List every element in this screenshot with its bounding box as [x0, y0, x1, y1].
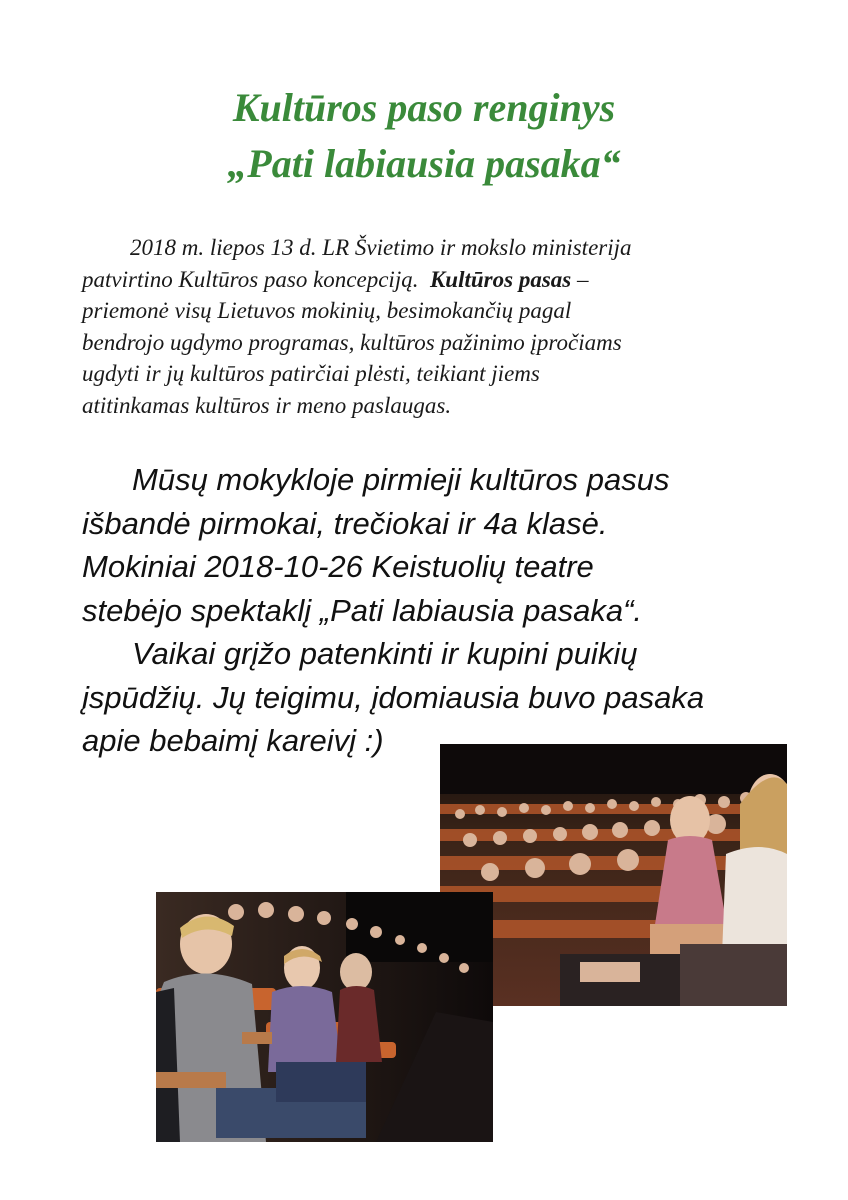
theater-audience-photo-2 [156, 892, 493, 1142]
page-title [0, 80, 848, 192]
intro-line-2-text: patvirtino Kultūros paso koncepciją. [82, 266, 419, 292]
intro-line-4: bendrojo ugdymo programas, kultūros pažinimo įpročiams [82, 329, 622, 355]
story-line-1: Mūsų mokykloje pirmieji kultūros pasus [132, 462, 670, 497]
intro-line-2-dash: – [571, 266, 589, 292]
story-paragraph [82, 458, 802, 763]
intro-line-2 [82, 264, 782, 296]
story-line-5: Vaikai grįžo patenkinti ir kupini puikių [132, 636, 638, 671]
title-line-1: Kultūros paso renginys [232, 85, 616, 130]
title-line-2: „Pati labiausia pasaka“ [227, 141, 621, 186]
intro-line-1: 2018 m. liepos 13 d. LR Švietimo ir mokslo ministerija [130, 235, 632, 260]
story-line-6: įspūdžių. Jų teigimu, įdomiausia buvo pasaka [82, 679, 705, 715]
story-line-7: apie bebaimį kareivį :) [82, 723, 384, 758]
intro-line-5: ugdyti ir jų kultūros patirčiai plėsti, teikiant jiems [82, 361, 540, 386]
story-line-2: išbandė pirmokai, trečiokai ir 4a klasė. [82, 505, 608, 541]
intro-line-6: atitinkamas kultūros ir meno paslaugas. [82, 392, 452, 418]
theater-audience-photo-2-image [156, 892, 493, 1142]
story-line-3: Mokiniai 2018-10-26 Keistuolių teatre [82, 549, 594, 584]
intro-bold-term: Kultūros pasas [429, 266, 572, 292]
story-line-4: stebėjo spektaklį „Pati labiausia pasaka“. [82, 592, 643, 628]
intro-paragraph [82, 232, 782, 421]
intro-line-3: priemonė visų Lietuvos mokinių, besimokančių pagal [82, 298, 572, 323]
